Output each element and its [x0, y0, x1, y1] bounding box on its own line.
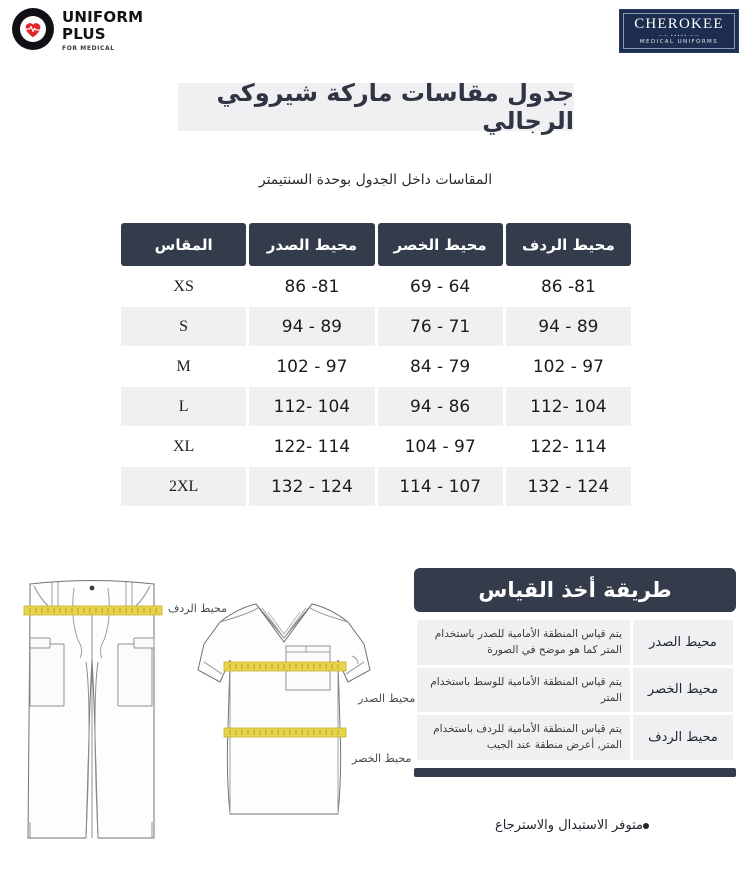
- howto-label-chest: محيط الصدر: [633, 620, 733, 665]
- cell-hip: 114 -122: [506, 427, 631, 466]
- heart-pulse-icon: [12, 8, 54, 50]
- howto-desc-hip: يتم قياس المنطقة الأمامية للردف باستخدام المتر, أعرض منطقة عند الجيب: [417, 715, 630, 760]
- column-header-chest: محيط الصدر: [249, 223, 374, 266]
- how-to-measure-panel: [414, 568, 736, 763]
- cell-hip: 89 - 94: [506, 307, 631, 346]
- cell-waist: 86 - 94: [378, 387, 503, 426]
- table-header-row: [121, 223, 631, 266]
- column-header-waist: محيط الخصر: [378, 223, 503, 266]
- howto-row: [417, 715, 733, 760]
- howto-row: [417, 668, 733, 713]
- cell-size: S: [121, 307, 246, 346]
- cherokee-rule: —— ••••• ——: [658, 32, 700, 38]
- cell-chest: 97 - 102: [249, 347, 374, 386]
- table-row: [121, 347, 631, 386]
- cell-chest: 104 -112: [249, 387, 374, 426]
- size-chart-table: [118, 222, 634, 507]
- cell-size: 2XL: [121, 467, 246, 506]
- table-row: [121, 267, 631, 306]
- uniform-plus-tagline: FOR MEDICAL: [62, 45, 115, 52]
- table-row: [121, 307, 631, 346]
- footnote: [414, 818, 736, 833]
- scrub-pants-illustration: [28, 581, 154, 839]
- howto-desc-waist: يتم قياس المنطقة الأمامية للوسط باستخدام المتر: [417, 668, 630, 713]
- hip-measure-tape: [24, 606, 162, 615]
- page-title: جدول مقاسات ماركة شيروكي الرجالي: [216, 79, 574, 135]
- howto-label-waist: محيط الخصر: [633, 668, 733, 713]
- uniform-plus-line2: PLUS: [62, 25, 106, 43]
- cell-waist: 97 - 104: [378, 427, 503, 466]
- cell-waist: 107 - 114: [378, 467, 503, 506]
- cherokee-logo: [619, 9, 739, 53]
- howto-row: [417, 620, 733, 665]
- cell-hip: 104 -112: [506, 387, 631, 426]
- table-row: [121, 467, 631, 506]
- howto-label-hip: محيط الردف: [633, 715, 733, 760]
- cell-chest: 114 -122: [249, 427, 374, 466]
- howto-desc-chest: يتم قياس المنطقة الأمامية للصدر باستخدام المتر كما هو موضح في الصورة: [417, 620, 630, 665]
- waist-measure-tape: [224, 728, 346, 737]
- cell-hip: 97 - 102: [506, 347, 631, 386]
- uniform-plus-logo: [12, 8, 151, 52]
- scrub-top-illustration: [198, 604, 370, 814]
- bullet-icon: [643, 823, 649, 829]
- table-row: [121, 387, 631, 426]
- cell-size: M: [121, 347, 246, 386]
- table-row: [121, 427, 631, 466]
- cell-chest: 89 - 94: [249, 307, 374, 346]
- cell-chest: 81- 86: [249, 267, 374, 306]
- how-to-measure-heading: طريقة أخذ القياس: [414, 568, 736, 612]
- illustration-label-chest: محيط الصدر: [358, 692, 416, 705]
- garment-illustrations: [8, 552, 398, 862]
- chest-measure-tape: [224, 662, 346, 671]
- cell-waist: 79 - 84: [378, 347, 503, 386]
- cell-waist: 71 - 76: [378, 307, 503, 346]
- cell-waist: 64 - 69: [378, 267, 503, 306]
- illustration-label-waist: محيط الخصر: [352, 752, 412, 765]
- cell-hip: 124 - 132: [506, 467, 631, 506]
- footnote-text: متوفر الاستبدال والاسترجاع: [495, 818, 643, 833]
- page-subtitle: المقاسات داخل الجدول بوحدة السنتيمتر: [258, 172, 493, 188]
- cell-size: XS: [121, 267, 246, 306]
- section-divider: [414, 768, 736, 777]
- cell-size: L: [121, 387, 246, 426]
- column-header-hip: محيط الردف: [506, 223, 631, 266]
- cell-size: XL: [121, 427, 246, 466]
- page-title-banner: [178, 79, 574, 135]
- illustration-label-hip: محيط الردف: [168, 602, 228, 615]
- uniform-plus-line1: UNIFORM: [62, 8, 144, 26]
- page-header: [0, 0, 751, 66]
- how-to-measure-table: [414, 617, 736, 763]
- cell-chest: 124 - 132: [249, 467, 374, 506]
- cherokee-subtitle: MEDICAL UNIFORMS: [639, 38, 719, 45]
- cell-hip: 81- 86: [506, 267, 631, 306]
- column-header-size: المقاس: [121, 223, 246, 266]
- cherokee-name: CHEROKEE: [634, 15, 724, 32]
